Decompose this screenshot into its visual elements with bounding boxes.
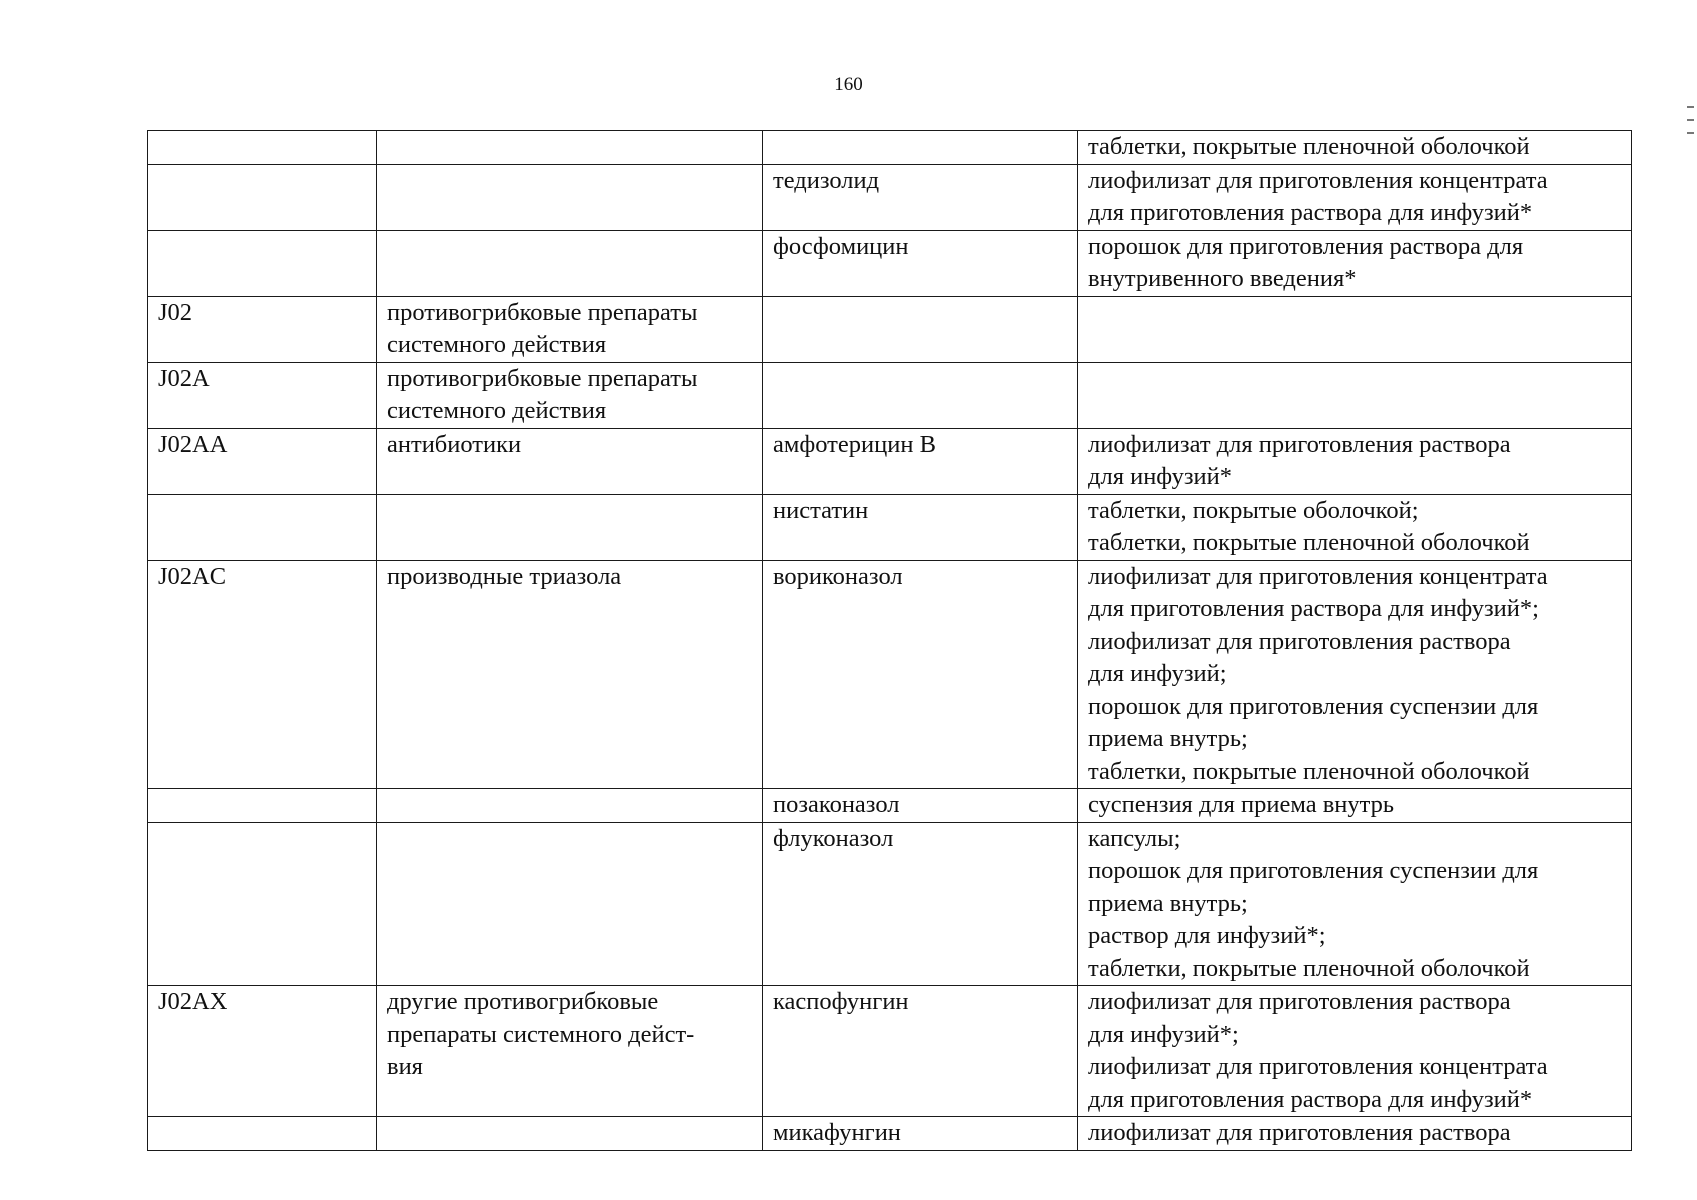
drug-name-cell: вориконазол — [763, 560, 1078, 789]
dosage-form-cell: лиофилизат для приготовления раствора для инфузий* — [1078, 428, 1632, 494]
atc-code-cell: J02AX — [148, 986, 377, 1117]
dosage-form-cell — [1078, 296, 1632, 362]
drug-name-cell: флуконазол — [763, 822, 1078, 986]
atc-code-cell — [148, 230, 377, 296]
dosage-form-cell: лиофилизат для приготовления раствора — [1078, 1117, 1632, 1151]
drug-name-cell — [763, 296, 1078, 362]
dosage-form-cell: суспензия для приема внутрь — [1078, 789, 1632, 823]
anatomical-group-cell — [377, 1117, 763, 1151]
dosage-form-cell — [1078, 362, 1632, 428]
atc-code-cell: J02AC — [148, 560, 377, 789]
dosage-form-cell: лиофилизат для приготовления раствора для инфузий*; лиофилизат для приготовления концентрата для приготовления раствора для инфузий* — [1078, 986, 1632, 1117]
anatomical-group-cell — [377, 822, 763, 986]
drug-name-cell: микафунгин — [763, 1117, 1078, 1151]
atc-code-cell — [148, 789, 377, 823]
table-row — [148, 296, 1632, 362]
drug-name-cell: амфотерицин B — [763, 428, 1078, 494]
table-row — [148, 164, 1632, 230]
anatomical-group-cell — [377, 164, 763, 230]
table-row — [148, 560, 1632, 789]
atc-code-cell — [148, 822, 377, 986]
drug-name-cell: фосфомицин — [763, 230, 1078, 296]
medication-table — [147, 130, 1632, 1151]
drug-name-cell: нистатин — [763, 494, 1078, 560]
atc-code-cell — [148, 1117, 377, 1151]
anatomical-group-cell: антибиотики — [377, 428, 763, 494]
dosage-form-cell: порошок для приготовления раствора для внутривенного введения* — [1078, 230, 1632, 296]
dosage-form-cell: капсулы; порошок для приготовления суспензии для приема внутрь; раствор для инфузий*; таблетки, покрытые пленочной оболочкой — [1078, 822, 1632, 986]
dosage-form-cell: таблетки, покрытые пленочной оболочкой — [1078, 131, 1632, 165]
dosage-form-cell: таблетки, покрытые оболочкой; таблетки, покрытые пленочной оболочкой — [1078, 494, 1632, 560]
table-row — [148, 428, 1632, 494]
dosage-form-cell: лиофилизат для приготовления концентрата для приготовления раствора для инфузий* — [1078, 164, 1632, 230]
atc-code-cell — [148, 494, 377, 560]
anatomical-group-cell: производные триазола — [377, 560, 763, 789]
anatomical-group-cell: противогрибковые препараты системного действия — [377, 362, 763, 428]
atc-code-cell: J02 — [148, 296, 377, 362]
table-row — [148, 362, 1632, 428]
anatomical-group-cell: противогрибковые препараты системного действия — [377, 296, 763, 362]
anatomical-group-cell — [377, 494, 763, 560]
atc-code-cell — [148, 164, 377, 230]
drug-name-cell — [763, 131, 1078, 165]
drug-name-cell — [763, 362, 1078, 428]
table-row — [148, 822, 1632, 986]
table-row — [148, 789, 1632, 823]
scan-edge-mark — [1687, 106, 1694, 134]
atc-code-cell: J02AA — [148, 428, 377, 494]
page-number: 160 — [834, 74, 863, 95]
dosage-form-cell: лиофилизат для приготовления концентрата для приготовления раствора для инфузий*; лиофилизат для приготовления раствора для инфузий; порошок для приготовления суспензии для приема внутрь; таблетки, покрытые пленочной оболочкой — [1078, 560, 1632, 789]
table-row — [148, 986, 1632, 1117]
table-row — [148, 494, 1632, 560]
drug-name-cell: каспофунгин — [763, 986, 1078, 1117]
drug-name-cell: тедизолид — [763, 164, 1078, 230]
anatomical-group-cell — [377, 789, 763, 823]
anatomical-group-cell — [377, 131, 763, 165]
table-row — [148, 230, 1632, 296]
table-row — [148, 131, 1632, 165]
atc-code-cell: J02A — [148, 362, 377, 428]
atc-code-cell — [148, 131, 377, 165]
anatomical-group-cell: другие противогрибковые препараты системного дейст- вия — [377, 986, 763, 1117]
table-row — [148, 1117, 1632, 1151]
anatomical-group-cell — [377, 230, 763, 296]
drug-name-cell: позаконазол — [763, 789, 1078, 823]
